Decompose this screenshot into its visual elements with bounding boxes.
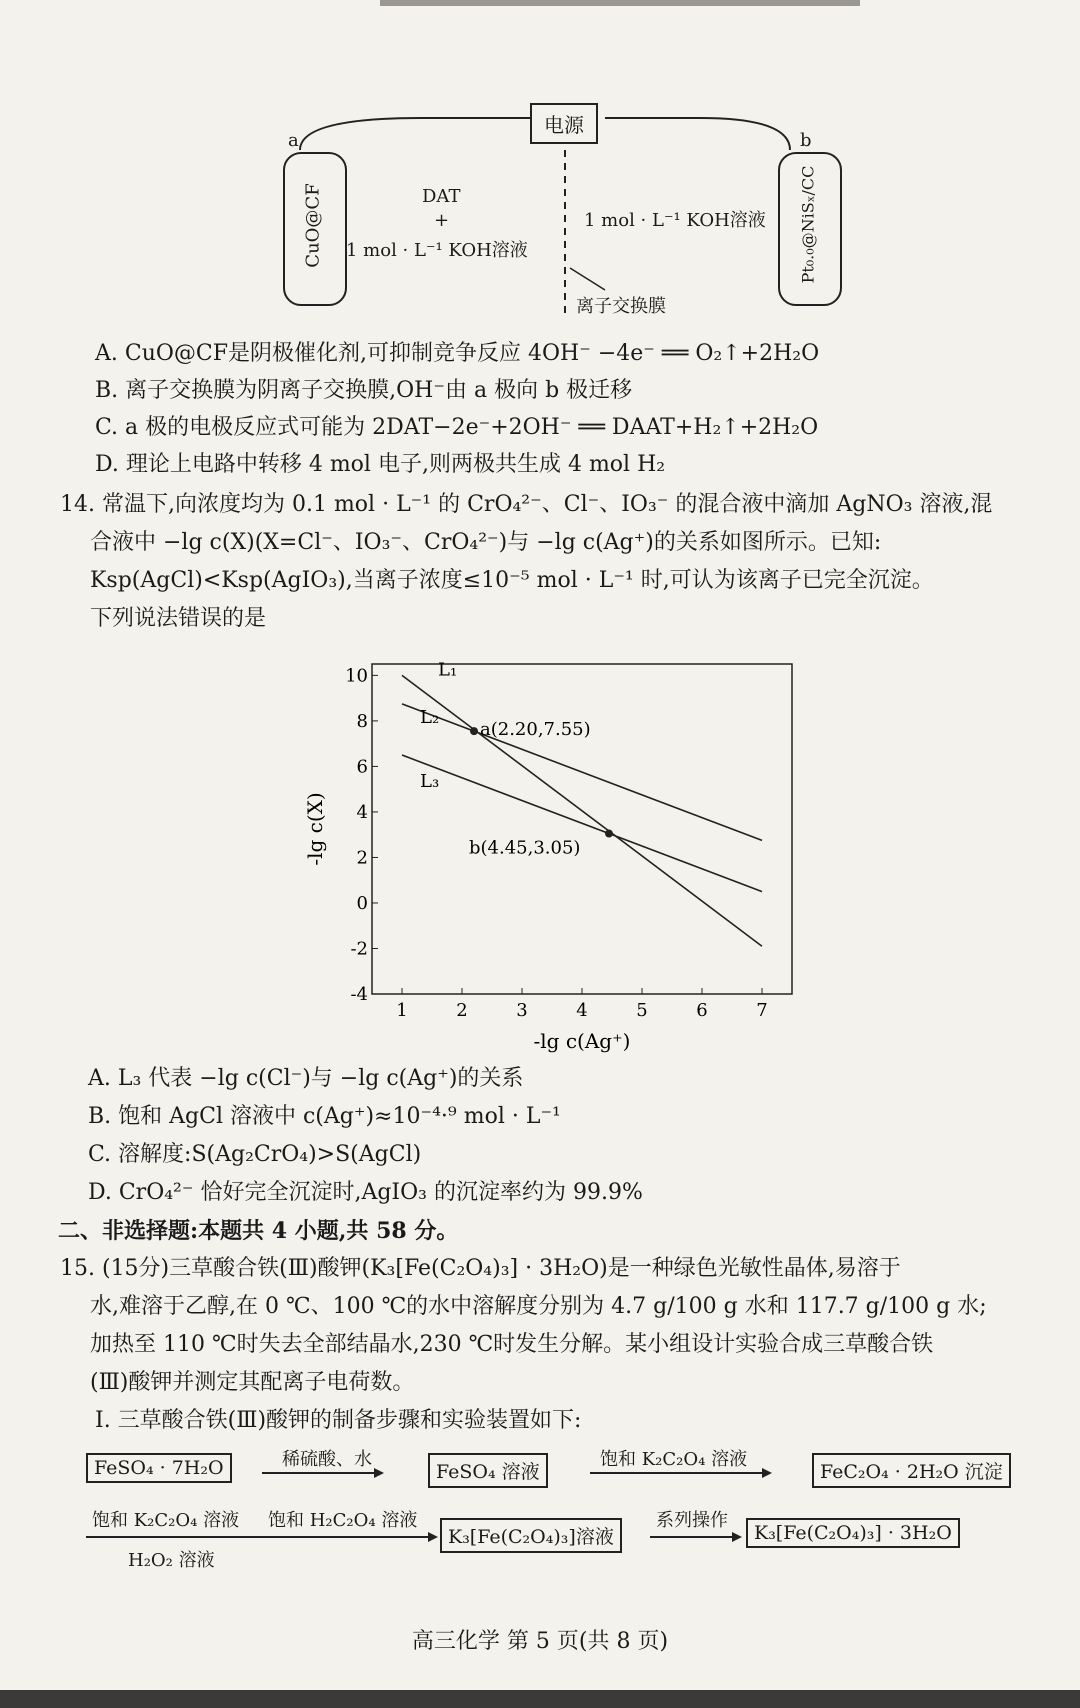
line-label-2: L₂ [420, 707, 440, 729]
terminal-a: a [288, 130, 299, 151]
flow-arrow1-label: 稀硫酸、水 [282, 1449, 372, 1470]
flow-arrow1 [262, 1472, 382, 1474]
wire-right [605, 118, 790, 150]
terminal-b: b [800, 130, 812, 151]
power-source [530, 103, 598, 144]
point-label-a: a(2.20,7.55) [480, 719, 591, 741]
x-tick-label: 5 [636, 1000, 648, 1021]
y-axis-label: -lg c(X) [303, 792, 327, 866]
flow-box-product: K₃[Fe(C₂O₄)₃] · 3H₂O [746, 1518, 960, 1548]
page-footer: 高三化学 第 5 页(共 8 页) [411, 1629, 669, 1654]
flow-arrow5 [650, 1536, 740, 1538]
y-tick-label: 6 [356, 756, 368, 778]
q14-option-a: A. L₃ 代表 −lg c(Cl⁻)与 −lg c(Ag⁺)的关系 [88, 1066, 524, 1091]
q13-option-d: D. 理论上电路中转移 4 mol 电子,则两极共生成 4 mol H₂ [95, 452, 666, 477]
q14-option-d: D. CrO₄²⁻ 恰好完全沉淀时,AgIO₃ 的沉淀率约为 99.9% [88, 1180, 643, 1205]
series-line-l1 [402, 675, 762, 946]
q14-option-b: B. 饱和 AgCl 溶液中 c(Ag⁺)≈10⁻⁴·⁹ mol · L⁻¹ [88, 1104, 561, 1129]
q14-stem-2: 合液中 −lg c(X)(X=Cl⁻、IO₃⁻、CrO₄²⁻)与 −lg c(Ag⁺)的关系如图所示。已知: [90, 530, 882, 555]
q14-stem-3: Ksp(AgCl)<Ksp(AgIO₃),当离子浓度≤10⁻⁵ mol · L⁻¹ 时,可认为该离子已完全沉淀。 [90, 568, 934, 593]
section-2-heading: 二、非选择题:本题共 4 小题,共 58 分。 [58, 1218, 459, 1244]
flow-box-feso4-solution: FeSO₄ 溶液 [428, 1453, 548, 1488]
flow-box-fec2o4-precipitate: FeC₂O₄ · 2H₂O 沉淀 [812, 1453, 1011, 1488]
q15-line-1: 15. (15分)三草酸合铁(Ⅲ)酸钾(K₃[Fe(C₂O₄)₃] · 3H₂O)是一种绿色光敏性晶体,易溶于 [60, 1256, 901, 1281]
x-tick-label: 1 [396, 1000, 408, 1021]
q14-stem-1: 14. 常温下,向浓度均为 0.1 mol · L⁻¹ 的 CrO₄²⁻、Cl⁻、IO₃⁻ 的混合液中滴加 AgNO₃ 溶液,混 [60, 492, 993, 517]
flow-arrow5-label: 系列操作 [656, 1510, 728, 1531]
point-label-b: b(4.45,3.05) [469, 837, 581, 859]
flow-arrow3-top-label: 饱和 K₂C₂O₄ 溶液 [92, 1510, 240, 1531]
q14-option-c: C. 溶解度:S(Ag₂CrO₄)>S(AgCl) [88, 1142, 422, 1167]
point-a [470, 727, 478, 735]
flow-arrow2-label: 饱和 K₂C₂O₄ 溶液 [600, 1449, 748, 1470]
q15-line-3: 加热至 110 ℃时失去全部结晶水,230 ℃时发生分解。某小组设计实验合成三草酸合铁 [90, 1332, 934, 1357]
flow-arrow4-top-label: 饱和 H₂C₂O₄ 溶液 [268, 1510, 418, 1531]
left-solution-line3: 1 mol · L⁻¹ KOH溶液 [346, 240, 528, 261]
electrode-left-label: CuO@CF [302, 183, 324, 268]
q14-stem-4: 下列说法错误的是 [90, 606, 267, 631]
flow-arrow2 [590, 1472, 770, 1474]
wire-left [300, 118, 530, 150]
part-1-heading: Ⅰ. 三草酸合铁(Ⅲ)酸钾的制备步骤和实验装置如下: [95, 1408, 582, 1433]
flow-arrow3-bottom-label: H₂O₂ 溶液 [128, 1550, 215, 1571]
membrane-pointer [570, 268, 605, 290]
line-label-3: L₃ [420, 770, 440, 792]
x-tick-label: 4 [576, 1000, 588, 1021]
x-axis-label: -lg c(Ag⁺) [533, 1029, 631, 1053]
electrode-right-label: Pt₀.₀@NiSₓ/CC [798, 165, 818, 284]
y-tick-label: 10 [345, 665, 368, 687]
x-tick-label: 3 [516, 1000, 528, 1021]
flow-box-complex-solution: K₃[Fe(C₂O₄)₃]溶液 [440, 1518, 622, 1553]
line-label-1: L₁ [438, 659, 458, 681]
right-solution: 1 mol · L⁻¹ KOH溶液 [584, 210, 766, 231]
electrolysis-diagram [0, 0, 1080, 330]
left-solution-line2: + [434, 210, 450, 231]
flow-box-feso4-hydrate: FeSO₄ · 7H₂O [86, 1453, 232, 1483]
q15-line-4: (Ⅲ)酸钾并测定其配离子电荷数。 [90, 1370, 415, 1395]
point-b [605, 830, 613, 838]
membrane-label: 离子交换膜 [576, 296, 666, 317]
y-tick-label: -4 [350, 984, 368, 1005]
q15-line-2: 水,难溶于乙醇,在 0 ℃、100 ℃的水中溶解度分别为 4.7 g/100 g 水和 117.7 g/100 g 水; [90, 1294, 987, 1319]
left-solution-line1: DAT [422, 186, 461, 207]
x-tick-label: 2 [456, 1000, 468, 1021]
page-bottom-edge [0, 1690, 1080, 1708]
q13-option-b: B. 离子交换膜为阴离子交换膜,OH⁻由 a 极向 b 极迁移 [95, 378, 633, 403]
y-tick-label: 4 [356, 801, 368, 823]
power-label: 电源 [544, 113, 584, 137]
x-tick-label: 6 [696, 1000, 708, 1021]
x-tick-label: 7 [756, 1000, 768, 1021]
y-tick-label: 0 [356, 892, 368, 914]
y-tick-label: -2 [350, 938, 368, 960]
y-tick-label: 8 [356, 710, 368, 732]
y-tick-label: 2 [356, 847, 368, 869]
ksp-chart [300, 650, 820, 1060]
q13-option-c: C. a 极的电极反应式可能为 2DAT−2e⁻+2OH⁻ ══ DAAT+H₂↑+2H₂O [95, 415, 819, 440]
q13-option-a: A. CuO@CF是阴极催化剂,可抑制竞争反应 4OH⁻ −4e⁻ ══ O₂↑+2H₂O [95, 341, 820, 366]
flow-arrow3 [86, 1536, 436, 1538]
series-line-l3 [402, 755, 762, 892]
